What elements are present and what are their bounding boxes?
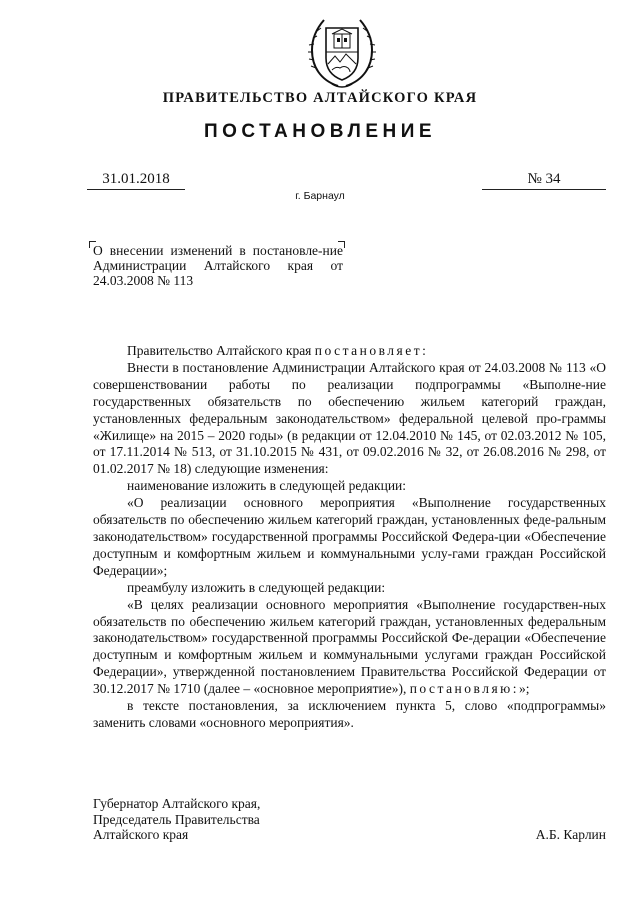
item-preamble-paragraph bbox=[93, 597, 606, 698]
item-replace-text: в тексте постановления, за исключением пункта 5, слово «подпрограммы» заменить словами «основного мероприятия». bbox=[93, 698, 606, 730]
preamble-end: »; bbox=[519, 681, 530, 697]
item-preamble-text: «В целях реализации основного мероприятия «Выполнение государствен-ных обязательств по обеспечению жильем категорий граждан, установленных федеральным законодательством» государственной программы Российской Фе-дерации «Обеспечение доступным и комфортным жильем и коммунальными услугами граждан Российской Федерации», утвержденной постановлением Правительства Российской Федерации от 30.12.2017 № 1710 (далее – «основное мероприятие»), bbox=[93, 596, 606, 697]
government-title: ПРАВИТЕЛЬСТВО АЛТАЙСКОГО КРАЯ bbox=[162, 90, 478, 106]
intro-prefix: Правительство Алтайского края bbox=[127, 343, 312, 358]
item-preamble-title: преамбулу изложить в следующей редакции: bbox=[127, 579, 386, 595]
document-subject: О внесении изменений в постановле-ние Администрации Алтайского края от 24.03.2008 № 113 bbox=[93, 243, 343, 288]
item-name-text: «О реализации основного мероприятия «Выполнение государственных обязательств по обеспечению жильем категорий граждан, установленных феде-ральным законодательством» государственной программы Российской Федера-ции «Обеспечение доступным и комфортным жильем и коммунальными услу-гами граждан Российской Федерации»; bbox=[93, 495, 606, 578]
main-paragraph: Внести в постановление Администрации Алтайского края от 24.03.2008 № 113 «О совершенствовании работы по реализации подпрограммы «Выполне-ние государственных обязательств по обеспечению жильем категорий граждан, установленных федеральным законодательством» федеральной целевой про-граммы «Жилище» на 2015 – 2020 годы» (в редакции от 12.04.2010 № 145, от 02.03.2012 № 105, от 17.11.2014 № 513, от 31.10.2015 № 431, от 09.02.2016 № 32, от 26.08.2016 № 298, от 01.02.2017 № 18) следующие изменения: bbox=[93, 359, 606, 477]
signer-position bbox=[93, 796, 313, 843]
document-number: № 34 bbox=[482, 171, 606, 190]
signer-position-line: Алтайского края bbox=[93, 827, 189, 842]
signer-position-line: Председатель Правительства bbox=[93, 811, 260, 827]
altai-krai-coat-of-arms-icon bbox=[308, 12, 376, 90]
signer-name: А.Б. Карлин bbox=[535, 827, 606, 842]
document-date: 31.01.2018 bbox=[87, 171, 185, 190]
document-type: ПОСТАНОВЛЕНИЕ bbox=[203, 121, 437, 142]
item-name-title: наименование изложить в следующей редакции: bbox=[127, 478, 407, 494]
intro-decree-word: постановляет: bbox=[314, 343, 429, 358]
signer-position-line: Губернатор Алтайского края, bbox=[93, 796, 261, 811]
city-label: г. Барнаул bbox=[295, 190, 345, 202]
preamble-decree-word: постановляю: bbox=[409, 681, 520, 697]
document-body bbox=[93, 343, 606, 732]
intro-paragraph bbox=[93, 343, 606, 360]
